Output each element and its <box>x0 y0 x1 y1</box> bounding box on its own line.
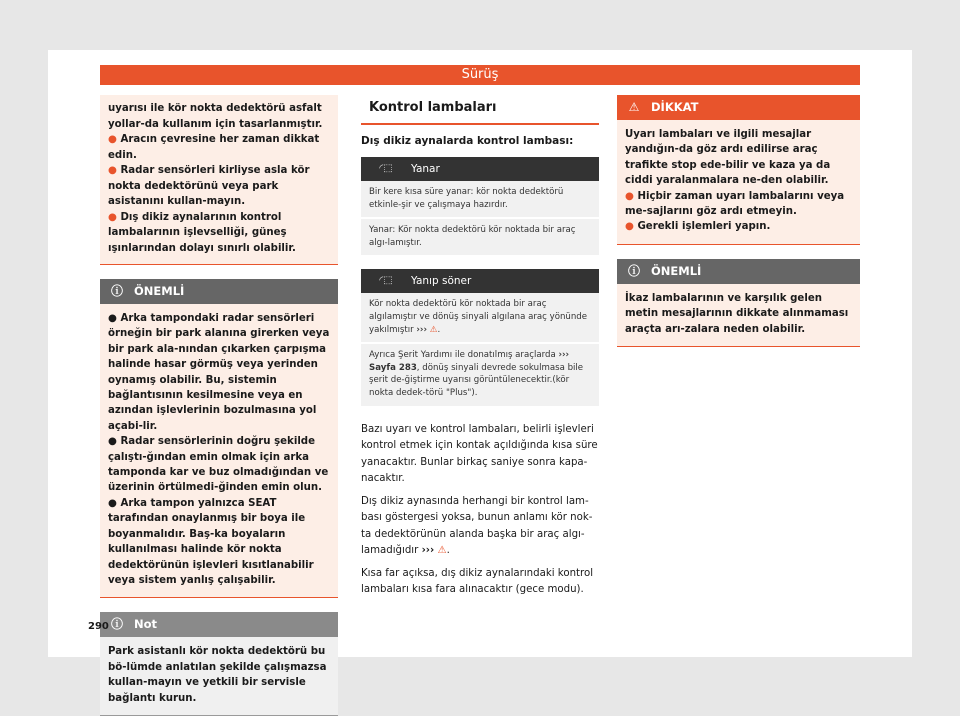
caution-title: DİKKAT <box>651 100 699 114</box>
caution-bullet: ● Hiçbir zaman uyarı lambalarını veya me-sajlarını göz ardı etmeyin. <box>625 190 845 218</box>
important-body <box>100 304 338 598</box>
blind-spot-lamp-icon: ◜⬚ <box>379 275 393 287</box>
info-circle-icon: ⓘ <box>110 284 123 298</box>
bullet-icon: ● <box>108 313 117 324</box>
warning-triangle-icon: ⚠ <box>628 100 640 114</box>
important-header <box>100 279 338 304</box>
important-body <box>617 284 860 347</box>
warning-intro: uyarısı ile kör nokta dedektörü asfalt yollar-da kullanım için tasarlanmıştır. <box>108 103 323 130</box>
paragraph: Dış dikiz aynasında herhangi bir kontrol lam-bası göstergesi yoksa, bunun anlamı kör nok-ta dedektörünün alanda başka bir araç algı-lamadığıdır ››› ⚠. <box>361 495 593 557</box>
column-right <box>617 95 860 347</box>
caution-intro: Uyarı lambaları ve ilgili mesajlar yandığın-da göz ardı edilirse araç trafikte stop ede-bilir ve kaza ya da ciddi yaralanmalara ne-den olabilir. <box>625 129 831 187</box>
cross-reference[interactable]: ››› <box>421 545 435 557</box>
lamp-description: Ayrıca Şerit Yardımı ile donatılmış araçlarda ››› Sayfa 283, dönüş sinyali devrede sokulmasa bile şerit de-ğiştirme uyarısı görüntülenecektir.(kör nokta dedek-törü "Plus"). <box>361 344 599 407</box>
lamp-label: Yanıp söner <box>411 275 472 288</box>
blind-spot-lamp-icon: ◜⬚ <box>379 163 393 174</box>
section-title: Kontrol lambaları <box>361 95 599 125</box>
chapter-header: Sürüş <box>100 65 860 85</box>
lamp-label: Yanar <box>411 163 440 175</box>
bullet-icon: ● <box>108 211 117 223</box>
important-title: ÖNEMLİ <box>134 284 185 298</box>
lamp-header-on <box>361 157 599 181</box>
important-box <box>617 259 860 347</box>
important-header <box>617 259 860 284</box>
paragraph: Bazı uyarı ve kontrol lambaları, belirli işlevleri kontrol etmek için kontak açıldığında kısa süre yanacaktır. Bunlar birkaç saniye sonra kapa-nacaktır. <box>361 423 598 485</box>
caution-box <box>617 95 860 245</box>
info-circle-icon: ⓘ <box>627 263 640 278</box>
note-header <box>100 612 338 637</box>
caution-header <box>617 95 860 120</box>
lamp-description: Yanar: Kör nokta dedektörü kör noktada bir araç algı-lamıştır. <box>361 219 599 257</box>
column-left <box>100 95 338 716</box>
bullet-icon: ● <box>108 497 117 509</box>
note-text: Park asistanlı kör nokta dedektörü bu bö-lümde anlatılan şekilde çalışmazsa kullan-mayın ve yetkili bir servisle bağlantı kurun. <box>108 646 327 704</box>
page-number: 290 <box>88 621 109 632</box>
paragraph: Kısa far açıksa, dış dikiz aynalarındaki kontrol lambaları kısa fara alınacaktır (gece modu). <box>361 567 594 596</box>
info-square-icon: ⓘ <box>110 617 123 632</box>
page-reference-link[interactable]: ››› Sayfa 283 <box>369 350 570 373</box>
important-bullet: ● Arka tampondaki radar sensörleri örneğin bir park alanına girerken veya bir park ala-nından çıkarken çarpışma halinde hasar görmüş veya yerinden oynamış olabilir. Bu, sistemin bağlantısının kesilmesine veya en azından işlevlerinin bozulmasına yol açabi-lir. <box>108 313 330 432</box>
bullet-icon: ● <box>108 134 117 145</box>
bullet-icon: ● <box>108 436 117 448</box>
warning-triangle-icon: ⚠ <box>437 545 447 557</box>
lamp-description: Bir kere kısa süre yanar: kör nokta dedektörü etkinle-şir ve çalışmaya hazırdır. <box>361 181 599 219</box>
warning-bullet: ● Dış dikiz aynalarının kontrol lambalarının işlevselliği, güneş ışınlarından dolayı sınırlı olabilir. <box>108 211 296 254</box>
note-title: Not <box>134 617 158 632</box>
caution-body <box>617 120 860 245</box>
subheading: Dış dikiz aynalarda kontrol lambası: <box>361 135 574 147</box>
warning-triangle-icon: ⚠ <box>429 324 438 335</box>
important-bullet: ● Arka tampon yalnızca SEAT tarafından onaylanmış bir boya ile boyanmalıdır. Baş-ka boyaların kullanılması halinde kör nokta dedektörünün işlevleri kısıtlanabilir veya sistem yanlış çalışabilir. <box>108 497 314 586</box>
bullet-icon: ● <box>108 165 117 176</box>
warning-bullet: ● Radar sensörleri kirliyse asla kör nokta dedektörünü veya park asistanını kullan-mayın. <box>108 165 310 207</box>
bullet-icon: ● <box>625 190 634 202</box>
important-box <box>100 279 338 598</box>
column-middle <box>361 95 599 605</box>
warning-continuation <box>100 95 338 265</box>
important-title: ÖNEMLİ <box>651 263 702 278</box>
cross-reference[interactable]: ››› <box>416 324 427 335</box>
bullet-icon: ● <box>625 221 634 233</box>
lamp-description: Kör nokta dedektörü kör noktada bir araç algılamıştır ve dönüş sinyali algılana araç yönünde yakılmıştır ››› ⚠. <box>361 293 599 344</box>
note-box <box>100 612 338 716</box>
warning-bullet: ● Aracın çevresine her zaman dikkat edin. <box>108 134 320 161</box>
lamp-header-flashing <box>361 269 599 293</box>
caution-bullet: ● Gerekli işlemleri yapın. <box>625 221 771 233</box>
note-body <box>100 637 338 716</box>
important-text: İkaz lambalarının ve karşılık gelen metin mesajlarının dikkate alınmaması araçta arı-zalara neden olabilir. <box>625 292 849 335</box>
important-bullet: ● Radar sensörlerinin doğru şekilde çalıştı-ğından emin olmak için arka tamponda kar ve buz olmadığından ve üzerinin örtülmedi-ğinden emin olun. <box>108 436 329 494</box>
